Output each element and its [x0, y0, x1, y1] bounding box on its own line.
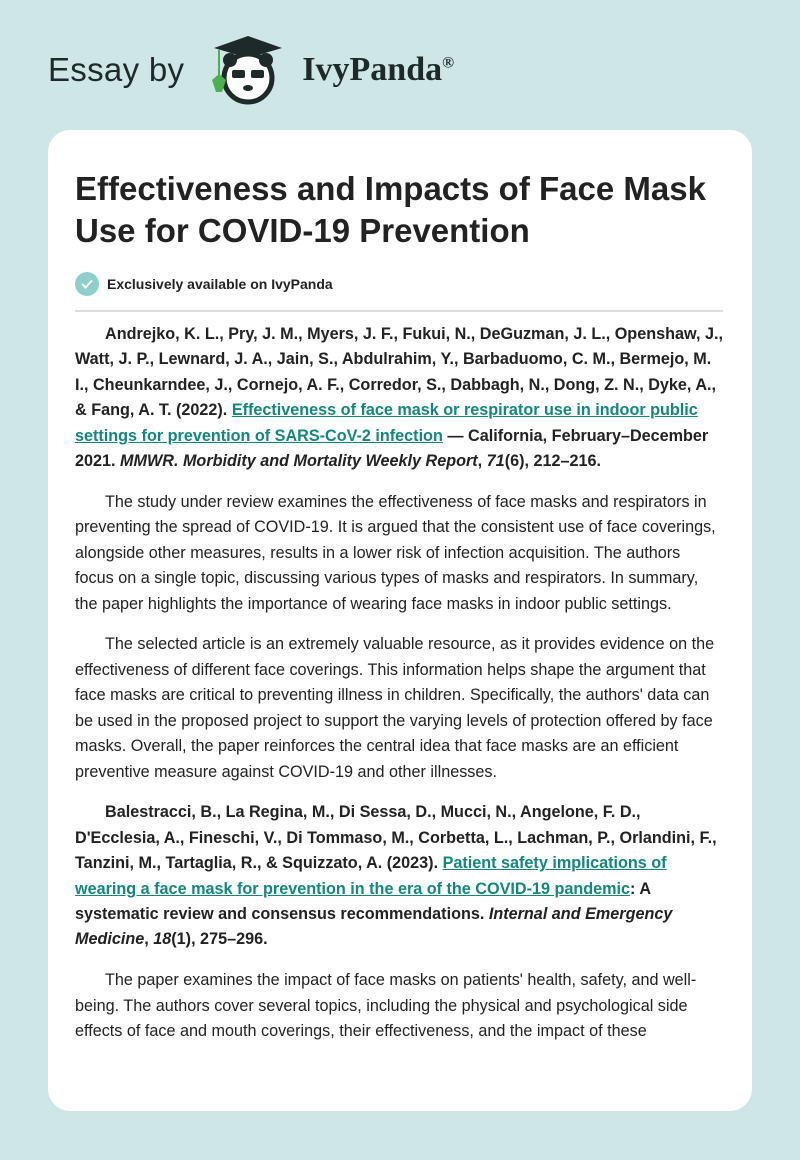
paragraph-3: The paper examines the impact of face masks on patients' health, safety, and well-being. The authors cover several topics, including the physical and psychological side effects of face and mouth coverings, their effectiveness, and the impact of these	[75, 971, 697, 1041]
divider	[75, 310, 723, 312]
reference-2: Balestracci, B., La Regina, M., Di Sessa, D., Mucci, N., Angelone, F. D., D'Ecclesia, A., Fineschi, V., Di Tommaso, M., Corbetta, L., Lachman, P., Orlandini, F., Tanzini, M., Tartaglia, R., & Squizzato, A. (2023). Patient safety implications of wearing a face mask for prevention in the era of the COVID-19 pandemic: A systematic review and consensus recommendations. Internal and Emergency Medicine, 18(1), 275–296.	[75, 803, 717, 949]
page-title: Effectiveness and Impacts of Face Mask Use for COVID-19 Prevention	[75, 170, 706, 249]
brand-name: IvyPanda®	[302, 51, 455, 88]
essay-by-label: Essay by	[48, 51, 185, 88]
reference-1-link[interactable]: Effectiveness of face mask or respirator use in indoor public settings for prevention of SARS-CoV-2 infection	[75, 401, 698, 445]
check-icon	[75, 272, 99, 296]
paragraph-1: The study under review examines the effectiveness of face masks and respirators in preventing the spread of COVID-19. It is argued that the consistent use of face coverings, alongside other measures, results in a lower risk of infection acquisition. The authors focus on a single topic, discussing various types of masks and respirators. In summary, the paper highlights the importance of wearing face masks in indoor public settings.	[75, 492, 716, 613]
ivypanda-logo-icon[interactable]	[204, 34, 292, 106]
reference-2-link[interactable]: Patient safety implications of wearing a face mask for prevention in the era of the COVID-19 pandemic	[75, 854, 667, 898]
exclusive-label: Exclusively available on IvyPanda	[107, 276, 333, 292]
paragraph-2: The selected article is an extremely valuable resource, as it provides evidence on the effectiveness of different face coverings. This information helps shape the argument that face masks are critical to preventing illness in children. Specifically, the authors' data can be used in the proposed project to support the varying levels of protection offered by face masks. Overall, the paper reinforces the central idea that face masks are an efficient preventive measure against COVID-19 and other illnesses.	[75, 635, 715, 781]
reference-1: Andrejko, K. L., Pry, J. M., Myers, J. F., Fukui, N., DeGuzman, J. L., Openshaw, J., Watt, J. P., Lewnard, J. A., Jain, S., Abdulrahim, Y., Barbaduomo, C. M., Bermejo, M. I., Cheunkarndee, J., Cornejo, A. F., Corredor, S., Dabbagh, N., Dong, Z. N., Dyke, A., & Fang, A. T. (2022). Effectiveness of face mask or respirator use in indoor public settings for prevention of SARS-CoV-2 infection — California, February–December 2021. MMWR. Morbidity and Mortality Weekly Report, 71(6), 212–216.	[75, 325, 723, 471]
site-header	[48, 38, 454, 102]
essay-card	[48, 130, 752, 1111]
exclusive-badge	[75, 270, 723, 298]
